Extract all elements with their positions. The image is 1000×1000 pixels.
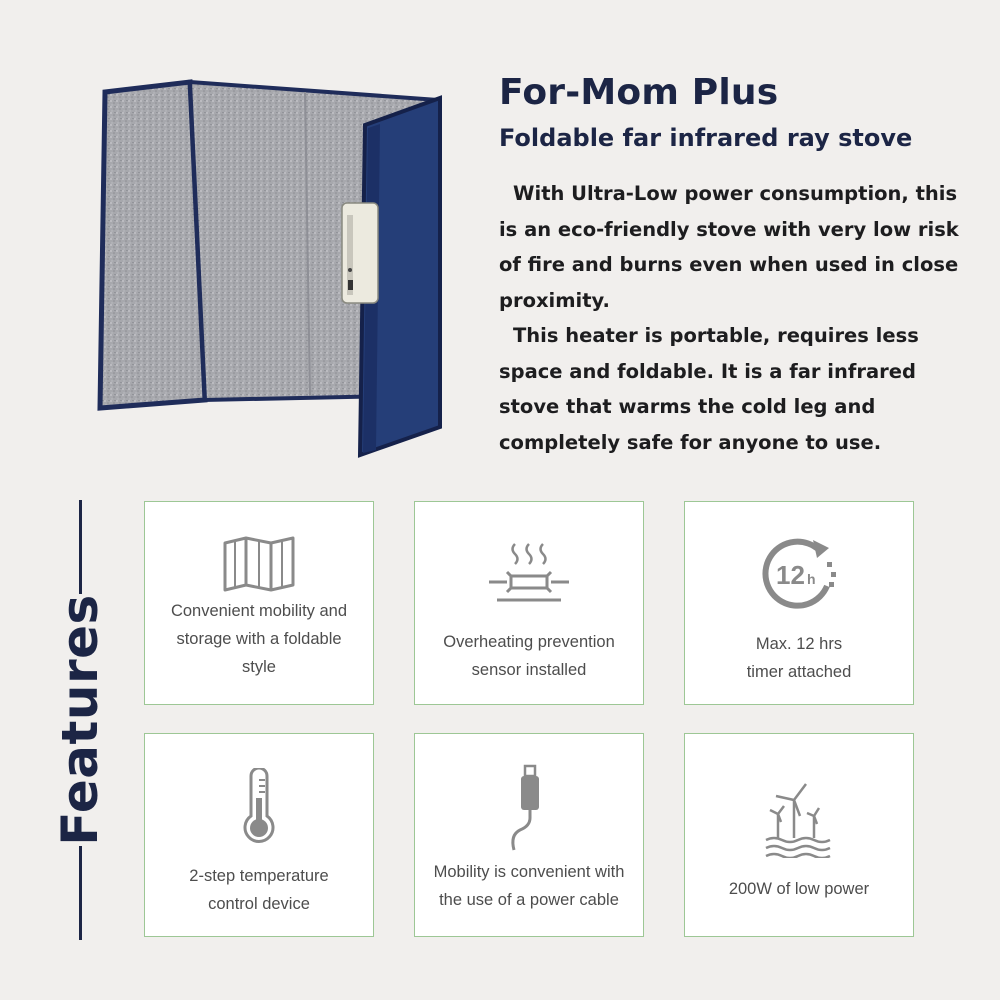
- timer-12h-icon: [757, 534, 841, 614]
- feature-card-power: [684, 733, 914, 937]
- heating-element-icon: [487, 540, 571, 606]
- timer-number: 12: [776, 560, 805, 590]
- feature-text-line: Mobility is convenient with: [433, 863, 625, 881]
- feature-card-cable: [414, 733, 644, 937]
- feature-text: [415, 858, 643, 914]
- feature-card-foldable: [144, 501, 374, 705]
- feature-card-temperature: [144, 733, 374, 937]
- description-paragraph: This heater is portable, requires less space and foldable. It is a far infrared stove that warms the cold leg and completely safe for anyone to use.: [499, 324, 919, 454]
- feature-text-line: sensor installed: [471, 661, 587, 679]
- features-heading: Features: [51, 594, 109, 846]
- feature-text: [145, 597, 373, 681]
- feature-card-overheating: [414, 501, 644, 705]
- product-subtitle: Foldable far infrared ray stove: [499, 124, 913, 152]
- feature-text: [145, 862, 373, 918]
- feature-text: [685, 875, 913, 903]
- product-title: For-Mom Plus: [499, 72, 779, 113]
- feature-text: [415, 628, 643, 684]
- feature-text-line: the use of a power cable: [439, 891, 619, 909]
- description-paragraph: With Ultra-Low power consumption, this is an eco-friendly stove with very low risk of fire and burns even when used in close proximity.: [499, 182, 959, 312]
- feature-text-line: Convenient mobility and: [170, 602, 348, 620]
- features-sidebar: [40, 500, 120, 940]
- feature-text: [685, 630, 913, 686]
- feature-text-line: Max. 12 hrs: [755, 635, 843, 653]
- feature-text-line: style: [242, 658, 276, 676]
- timer-unit: h: [807, 571, 816, 587]
- product-description: [499, 176, 959, 460]
- feature-text-line: control device: [208, 895, 310, 913]
- feature-text-line: 200W of low power: [728, 880, 870, 898]
- power-cable-icon: [504, 764, 554, 854]
- feature-text-line: timer attached: [746, 663, 852, 681]
- feature-text-line: storage with a foldable: [176, 630, 342, 648]
- product-image: [80, 70, 450, 470]
- feature-text-line: Overheating prevention: [443, 633, 615, 651]
- wind-turbine-icon: [764, 778, 834, 858]
- feature-card-timer: [684, 501, 914, 705]
- divider-line: [79, 500, 82, 594]
- thermometer-icon: [239, 768, 279, 848]
- divider-line: [79, 846, 82, 940]
- feature-text-line: 2-step temperature: [189, 867, 329, 885]
- folded-map-icon: [222, 535, 296, 593]
